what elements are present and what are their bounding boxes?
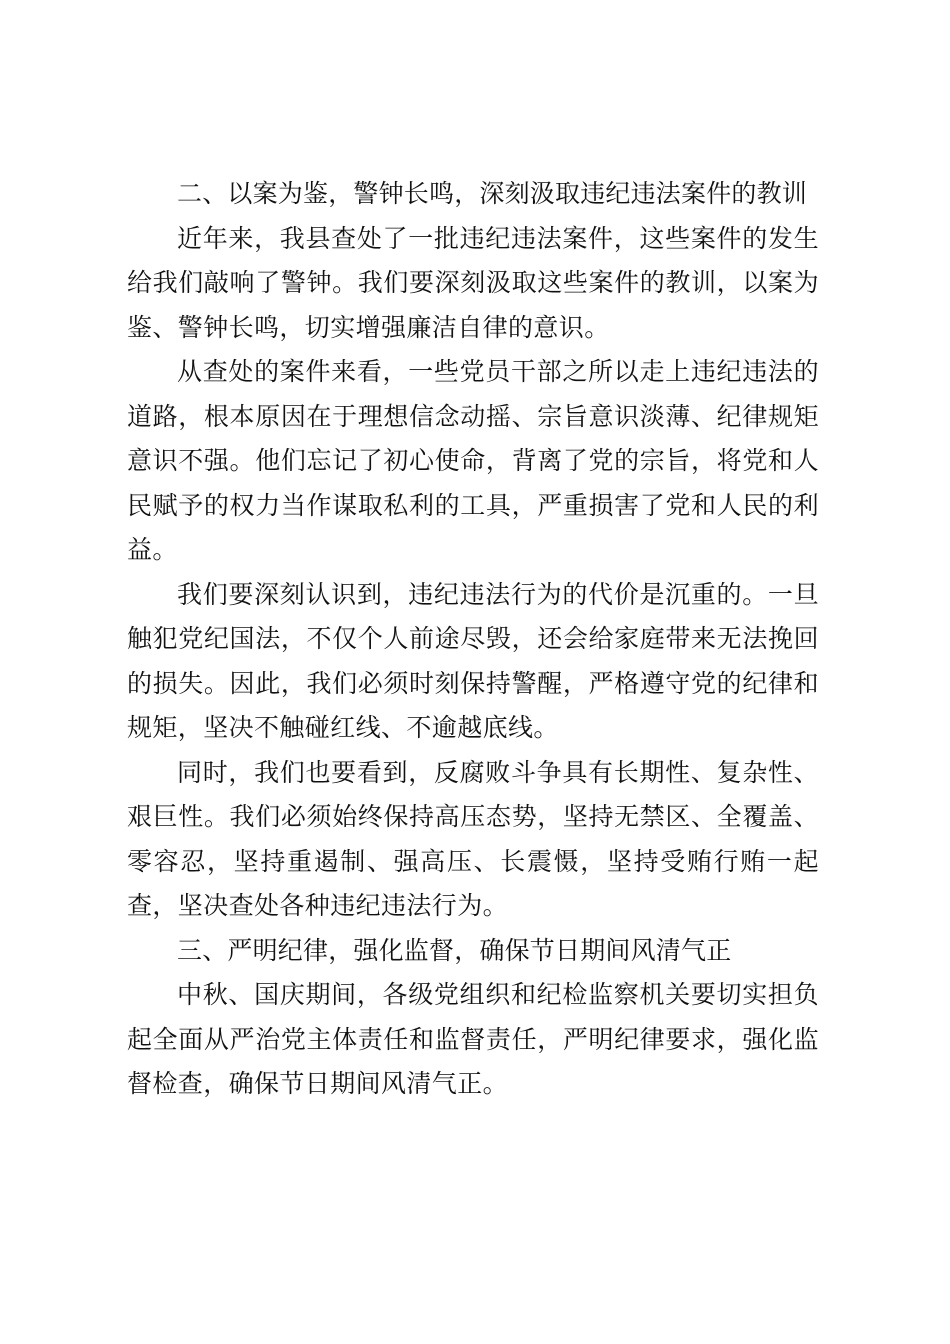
document-body — [127, 172, 819, 1107]
section-2-paragraph-2: 从查处的案件来看，一些党员干部之所以走上违纪违法的道路，根本原因在于理想信念动摇、宗旨意识淡薄、纪律规矩意识不强。他们忘记了初心使命，背离了党的宗旨，将党和人民赋予的权力当作谋取私利的工具，严重损害了党和人民的利益。 — [127, 357, 819, 564]
section-3-heading: 三、严明纪律，强化监督，确保节日期间风清气正 — [177, 935, 732, 965]
section-2-paragraph-4: 同时，我们也要看到，反腐败斗争具有长期性、复杂性、艰巨性。我们必须始终保持高压态势，坚持无禁区、全覆盖、零容忍，坚持重遏制、强高压、长震慑，坚持受贿行贿一起查，坚决查处各种违纪违法行为。 — [127, 757, 819, 920]
section-2-paragraph-1: 近年来，我县查处了一批违纪违法案件，这些案件的发生给我们敲响了警钟。我们要深刻汲取这些案件的教训，以案为鉴、警钟长鸣，切实增强廉洁自律的意识。 — [127, 223, 819, 342]
section-2-heading: 二、以案为鉴，警钟长鸣，深刻汲取违纪违法案件的教训 — [177, 179, 808, 208]
section-2-paragraph-3: 我们要深刻认识到，违纪违法行为的代价是沉重的。一旦触犯党纪国法，不仅个人前途尽毁，还会给家庭带来无法挽回的损失。因此，我们必须时刻保持警醒，严格遵守党的纪律和规矩，坚决不触碰红线、不逾越底线。 — [127, 579, 819, 742]
section-3-paragraph-1: 中秋、国庆期间，各级党组织和纪检监察机关要切实担负起全面从严治党主体责任和监督责任，严明纪律要求，强化监督检查，确保节日期间风清气正。 — [127, 980, 819, 1098]
